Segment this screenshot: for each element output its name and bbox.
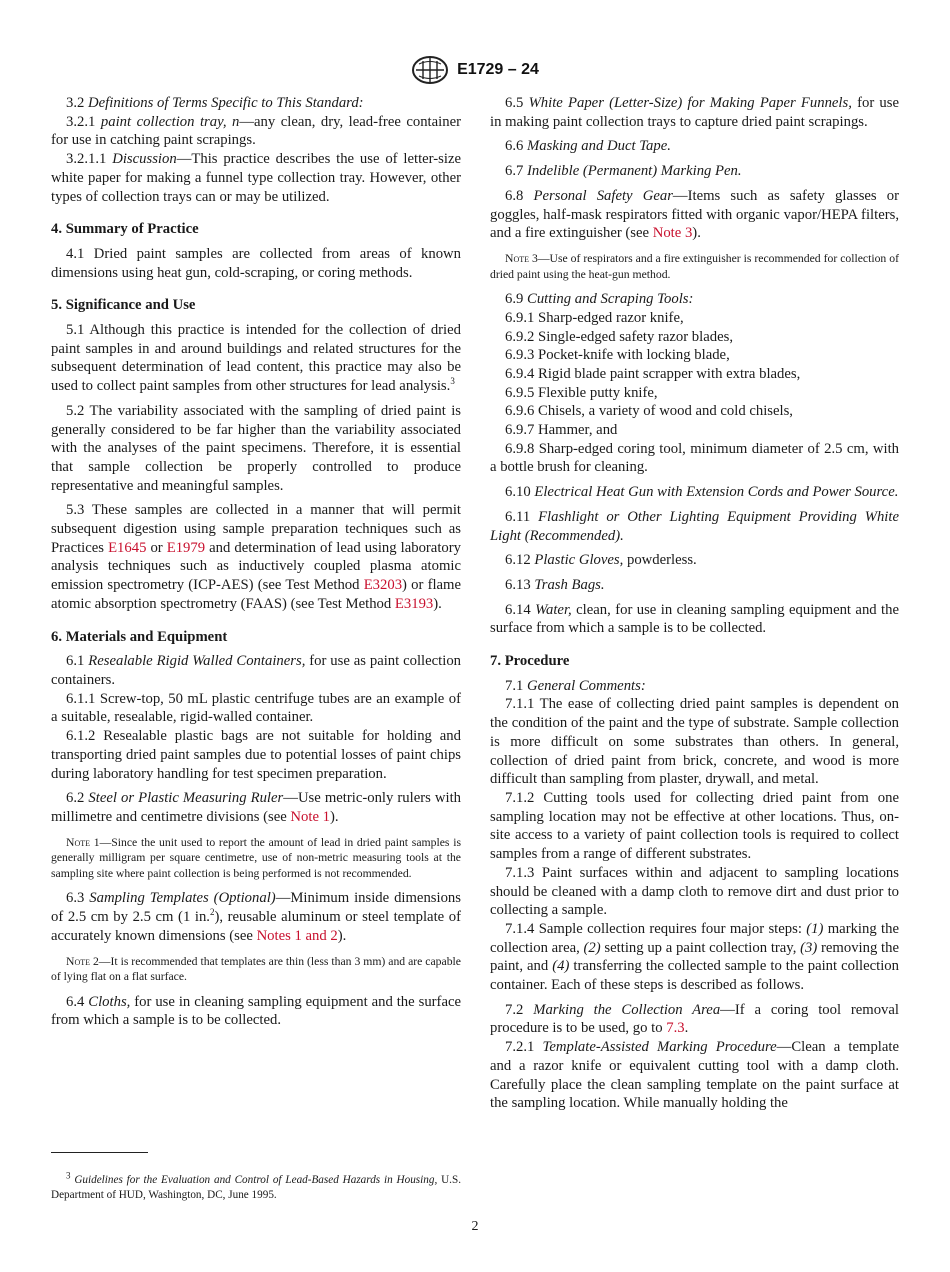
section-6-5: 6.5 White Paper (Letter-Size) for Making Paper Funnels, for use in making paint collection trays to capture dried paint scrapings. [490, 95, 899, 130]
section-3-2: 3.2 Definitions of Terms Specific to This Standard: [66, 95, 364, 111]
section-3-2-1-1: 3.2.1.1 Discussion—This practice describes the use of letter-size white paper for making a funnel type collection tray. However, other types of collection trays can or may be utilized. [51, 151, 462, 205]
section-6-2: 6.2 Steel or Plastic Measuring Ruler—Use metric-only rulers with millimetre and centimetre divisions (see Note 1). [51, 790, 462, 825]
link-note-1[interactable]: Note 1 [290, 808, 330, 825]
section-6-7: 6.7 Indelible (Permanent) Marking Pen. [505, 163, 742, 180]
link-note-3[interactable]: Note 3 [652, 225, 693, 242]
section-6-14: 6.14 Water, clean, for use in cleaning sampling equipment and the surface from which a sample is to be collected. [490, 601, 899, 637]
standard-designation: E1729 – 24 [457, 61, 539, 78]
note-1: Note 1—Since the unit used to report the amount of lead in dried paint samples is generally milligram per square centimetre, use of non-metric measuring tools at the sampling site where paint collection is being performed is not recommended. [51, 835, 461, 880]
section-7-1-3: 7.1.3 Paint surfaces within and adjacent to sampling locations should be cleaned with a damp cloth to remove dirt and dust prior to collecting a sample. [490, 864, 899, 919]
tool-item: 6.9.1 Sharp-edged razor knife, [505, 309, 684, 326]
tool-item: 6.9.2 Single-edged safety razor blades, [505, 328, 733, 345]
astm-logo-icon [411, 55, 449, 85]
section-6-1-1: 6.1.1 Screw-top, 50 mL plastic centrifuge tubes are an example of a suitable, resealable, rigid-walled container. [51, 690, 461, 726]
section-7-1: 7.1 General Comments: [505, 677, 646, 694]
section-7-2: 7.2 Marking the Collection Area—If a coring tool removal procedure is to be used, go to 7.3. [490, 1001, 900, 1037]
tool-item: 6.9.6 Chisels, a variety of wood and cold chisels, [505, 403, 793, 420]
section-5-2: 5.2 The variability associated with the sampling of dried paint is generally considered to be far higher than the variability associated with the analyses of the paint specimens. Therefore, it is essential that sample collection be properly controlled to produce representative and meaningful samples. [51, 402, 461, 494]
tool-item: 6.9.3 Pocket-knife with locking blade, [505, 347, 730, 364]
link-e3193[interactable]: E3193 [394, 595, 434, 612]
section-5-3: 5.3 These samples are collected in a manner that will permit subsequent digestion using sample preparation techniques such as Practices E1645 or E1979 and determination of lead using laboratory analysis techniques such as inductively coupled plasma atomic emission spectrometry (ICP-AES) (see Test Method E3203) or flame atomic absorption spectrometry (FAAS) (see Test Method E3193). [51, 502, 461, 612]
left-column [51, 94, 461, 1030]
heading-significance: 5. Significance and Use [51, 297, 196, 314]
section-3-2-1: 3.2.1 paint collection tray, n—any clean, dry, lead-free container for use in catching paint scrapings. [51, 113, 461, 149]
tool-item: 6.9.7 Hammer, and [505, 422, 618, 439]
link-e1979[interactable]: E1979 [166, 539, 206, 556]
section-7-1-1: 7.1.1 The ease of collecting dried paint samples is dependent on the condition of the paint and the type of substrate. Sample collection is more difficult on some substrates than others. In general, collection of dried paint from brick, concrete, and wood is more difficult than sampling from plaster, drywall, and metal. [490, 696, 899, 788]
heading-summary: 4. Summary of Practice [51, 221, 199, 238]
tool-item: 6.9.5 Flexible putty knife, [505, 384, 658, 401]
section-6-13: 6.13 Trash Bags. [505, 576, 605, 593]
note-3: Note 3—Use of respirators and a fire extinguisher is recommended for collection of dried paint using the heat-gun method. [490, 251, 899, 281]
section-6-12: 6.12 Plastic Gloves, powderless. [505, 552, 697, 569]
section-6-8: 6.8 Personal Safety Gear—Items such as safety glasses or goggles, half-mask respirators fitted with organic vapor/HEPA filters, and a fire extinguisher (see Note 3). [490, 187, 900, 242]
section-7-1-4: 7.1.4 Sample collection requires four major steps: (1) marking the collection area, (2) setting up a paint collection tray, (3) removing the paint, and (4) transferring the collected sample to the paint collection container. Each of these steps is described as follows. [490, 920, 899, 994]
section-5-1: 5.1 Although this practice is intended for the collection of dried paint samples in and around buildings and related structures for the subsequent determination of lead content, this practice may also be used to collect paint samples from other structures for lead analysis.$^3$ [51, 322, 461, 395]
section-7-1-2: 7.1.2 Cutting tools used for collecting dried paint from one sampling location may not be effective at other locations. Thus, on-site access to a variety of paint collection tools is required to collect samples from a range of different substrates. [490, 789, 899, 863]
link-7-3[interactable]: 7.3 [666, 1020, 685, 1037]
link-notes-1-2[interactable]: Notes 1 and 2 [256, 927, 338, 944]
page-number: 2 [471, 1219, 479, 1234]
section-6-1: 6.1 Resealable Rigid Walled Containers, for use as paint collection containers. [51, 653, 462, 688]
section-6-11: 6.11 Flashlight or Other Lighting Equipment Providing White Light (Recommended). [490, 508, 899, 544]
heading-procedure: 7. Procedure [490, 653, 570, 670]
link-e1645[interactable]: E1645 [108, 539, 147, 556]
section-6-3: 6.3 Sampling Templates (Optional)—Minimum inside dimensions of 2.5 cm by 2.5 cm (1 in.$^2$), reusable aluminum or steel template of accurately known dimensions (see Notes 1 and 2). [51, 890, 461, 944]
tool-item: 6.9.4 Rigid blade paint scrapper with extra blades, [505, 365, 801, 382]
heading-materials: 6. Materials and Equipment [51, 628, 228, 645]
note-2: Note 2—It is recommended that templates are thin (less than 3 mm) and are capable of lying flat on a flat surface. [51, 954, 461, 984]
tool-item: 6.9.8 Sharp-edged coring tool, minimum diameter of 2.5 cm, with a bottle brush for cleaning. [490, 440, 899, 476]
footnote-3: $^3$ Guidelines for the Evaluation and Control of Lead-Based Hazards in Housing, U.S. Department of HUD, Washington, DC, June 1995. [51, 1170, 461, 1202]
section-6-4: 6.4 Cloths, for use in cleaning sampling equipment and the surface from which a sample is to be collected. [51, 993, 462, 1029]
section-6-1-2: 6.1.2 Resealable plastic bags are not suitable for holding and transporting dried paint samples due to potential losses of paint chips during laboratory handling for test specimen preparation. [51, 728, 461, 782]
section-4-1: 4.1 Dried paint samples are collected from areas of known dimensions using heat gun, cold-scraping, or coring methods. [51, 245, 461, 281]
right-column [490, 94, 899, 1113]
link-e3203[interactable]: E3203 [363, 577, 403, 594]
section-7-2-1: 7.2.1 Template-Assisted Marking Procedure—Clean a template and a razor knife or equivalent cutting tool with a damp cloth. Carefully place the clean sampling template on the paint surface at the sampling location. While manually holding the [490, 1039, 899, 1112]
section-6-9: 6.9 Cutting and Scraping Tools: [505, 291, 694, 308]
page-header [0, 54, 950, 86]
section-6-6: 6.6 Masking and Duct Tape. [505, 138, 671, 155]
footnote-divider [51, 1152, 148, 1153]
section-6-10: 6.10 Electrical Heat Gun with Extension Cords and Power Source. [505, 484, 899, 501]
